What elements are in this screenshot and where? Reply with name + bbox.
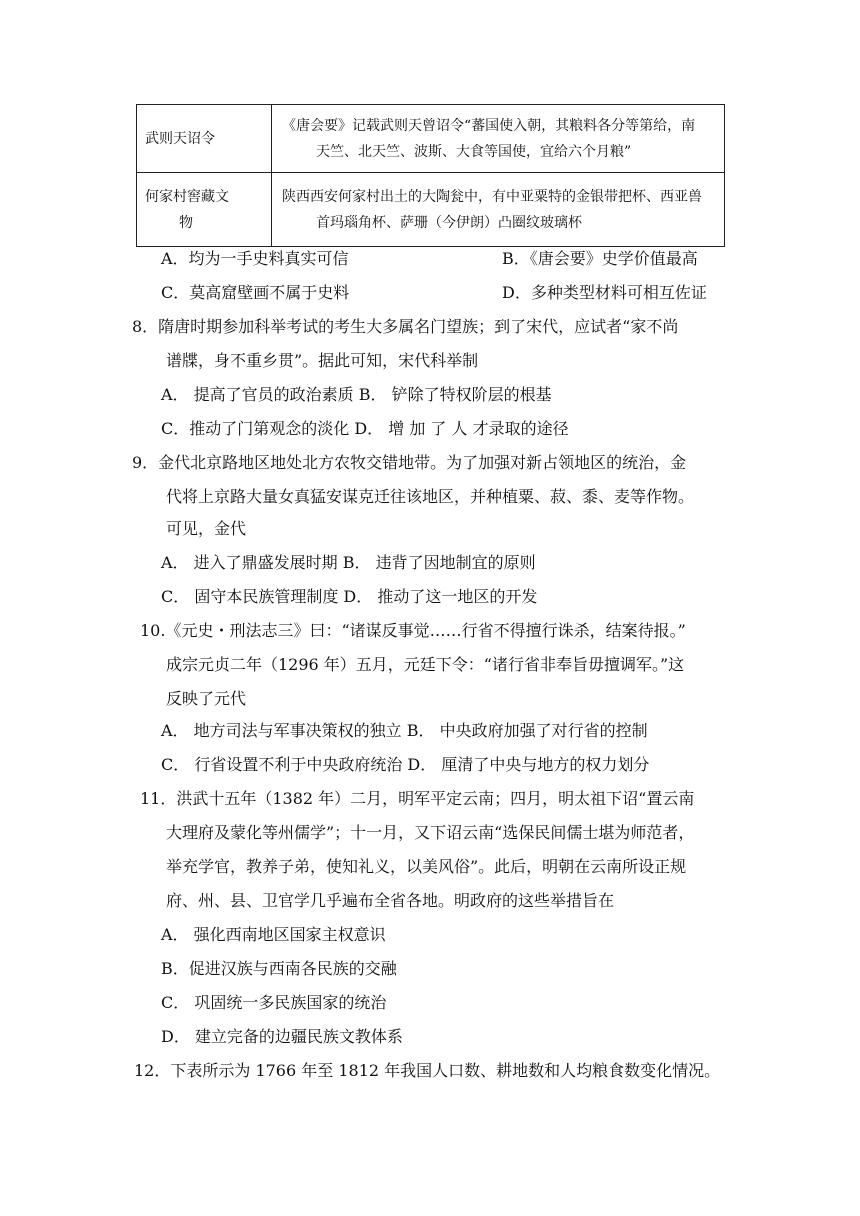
q11-option-b: B．促进汉族与西南各民族的交融 (161, 959, 397, 978)
key-text: 物 (179, 214, 193, 231)
q12-stem-line: 12．下表所示为 1766 年至 1812 年我国人口数、耕地数和人均粮食数变化情况。 (134, 1061, 721, 1080)
q10-stem-line: 反映了元代 (166, 689, 247, 708)
q9-options-ab: A． 进入了鼎盛发展时期 B． 违背了因地制宜的原则 (161, 553, 536, 572)
q11-option-d: D． 建立完备的边疆民族文教体系 (161, 1027, 403, 1046)
q11-option-a: A． 强化西南地区国家主权意识 (161, 925, 386, 944)
q7-option-d: D．多种类型材料可相互佐证 (502, 283, 707, 302)
q8-stem-line: 8．隋唐时期参加科举考试的考生大多属名门望族；到了宋代，应试者“家不尚 (132, 317, 679, 336)
key-text: 武则天诏令 (145, 130, 215, 147)
table-row (137, 173, 725, 247)
q10-options-cd: C． 行省设置不利于中央政府统治 D． 厘清了中央与地方的权力划分 (161, 755, 650, 774)
q10-stem-line: 10.《元史・刑法志三》曰：“诸谋反事觉……行省不得擅行诛杀，结案待报。” (140, 621, 686, 640)
value-text: 天竺、北天竺、波斯、大食等国使，宜给六个月粮” (316, 143, 632, 160)
q7-option-b: B．《唐会要》史学价值最高 (502, 249, 698, 268)
q10-stem-line: 成宗元贞二年（1296 年）五月，元廷下令：“诸行省非奉旨毋擅调军。”这 (166, 655, 685, 674)
table-value-cell (272, 173, 725, 247)
q8-options-cd: C．推动了门第观念的淡化 D． 增 加 了 人 才录取的途径 (161, 419, 569, 438)
q10-options-ab: A． 地方司法与军事决策权的独立 B． 中央政府加强了对行省的控制 (161, 721, 648, 740)
q9-stem-line: 9．金代北京路地区地处北方农牧交错地带。为了加强对新占领地区的统治，金 (132, 453, 687, 472)
q8-stem-line: 谱牒，身不重乡贯”。据此可知，宋代科举制 (166, 351, 479, 370)
q11-stem-line: 举充学官，教养子弟，使知礼义，以美风俗”。此后，明朝在云南所设正规 (166, 857, 687, 876)
q9-options-cd: C． 固守本民族管理制度 D． 推动了这一地区的开发 (161, 587, 538, 606)
q11-option-c: C． 巩固统一多民族国家的统治 (161, 993, 387, 1012)
value-text: 陕西西安何家村出土的大陶瓮中，有中亚粟特的金银带把杯、西亚兽 (282, 188, 702, 205)
q11-stem-line: 11．洪武十五年（1382 年）二月，明军平定云南；四月，明太祖下诏“置云南 (140, 789, 695, 808)
value-text: 首玛瑙角杯、萨珊（今伊朗）凸圈纹玻璃杯 (316, 214, 582, 231)
q11-stem-line: 大理府及蒙化等州儒学”；十一月，又下诏云南“选保民间儒士堪为师范者， (166, 823, 695, 842)
source-table (136, 104, 725, 247)
table-row (137, 105, 725, 173)
table-key-cell (137, 173, 272, 247)
q7-option-c: C．莫高窟壁画不属于史料 (161, 283, 350, 302)
q8-options-ab: A． 提高了官员的政治素质 B． 铲除了特权阶层的根基 (161, 385, 552, 404)
value-text: 《唐会要》记载武则天曾诏令“蕃国使入朝，其粮料各分等第给，南 (282, 117, 696, 134)
table-key-cell (137, 105, 272, 173)
q11-stem-line: 府、州、县、卫官学几乎遍布全省各地。明政府的这些举措旨在 (166, 891, 615, 910)
q7-option-a: A．均为一手史料真实可信 (161, 249, 349, 268)
key-text: 何家村窖藏文 (145, 188, 229, 205)
q9-stem-line: 可见，金代 (166, 519, 247, 538)
table-value-cell (272, 105, 725, 173)
q9-stem-line: 代将上京路大量女真猛安谋克迁往该地区，并种植粟、菽、黍、麦等作物。 (166, 487, 695, 506)
